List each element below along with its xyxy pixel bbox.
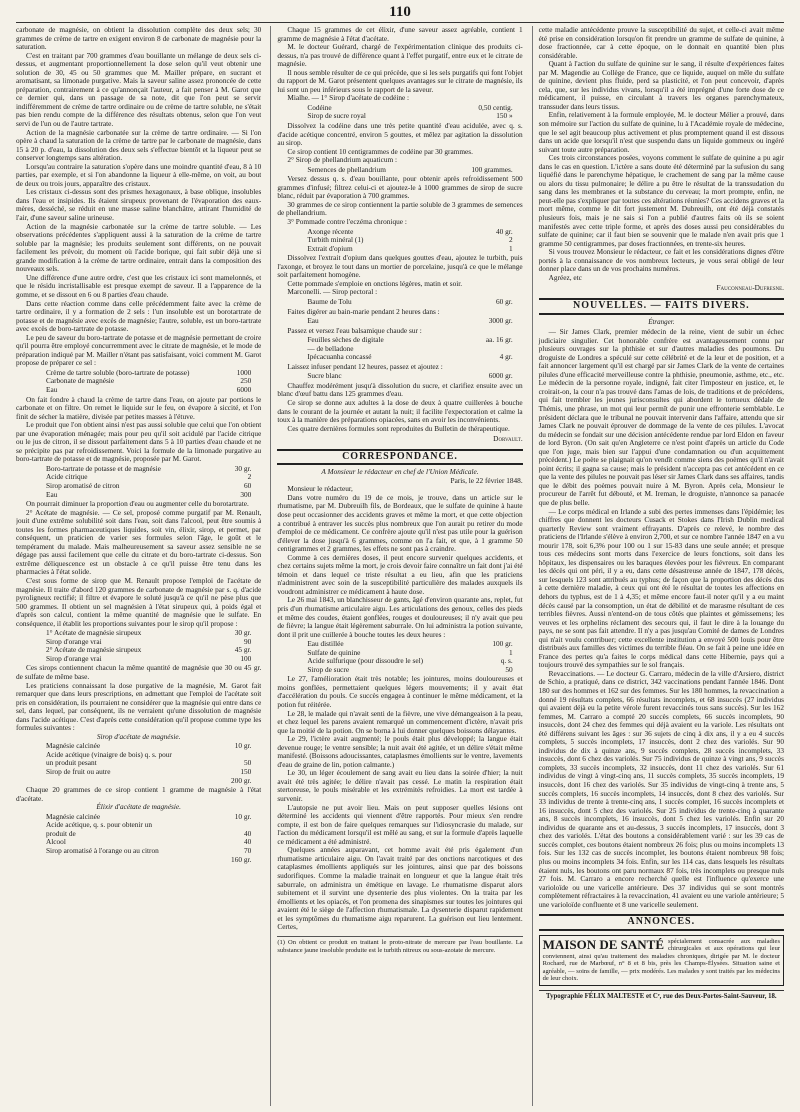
paragraph: Le 28, le malade qui n'avait senti de la fièvre, une vive démangeaison à la peau, et chez lequel les parens avaient remarqué un commencement d'ictère, n'avait pris que la moitié de la potion. On se borna à lui donner quelques boissons délayantes. [277, 708, 523, 735]
page-number: 110 [389, 4, 411, 20]
paragraph: 3° Pommade contre l'eczéma chronique : [287, 217, 407, 227]
recipe-line: 2° Acétate de magnésie sirupeux 45 gr. [46, 645, 252, 655]
paragraph: Dissolvez l'extrait d'opium dans quelques gouttes d'eau, ajoutez le turbith, puis l'axonge, et broyez le tout dans un mortier de porcelaine, jusqu'à ce que le mélange soit parfaitement homogène. [277, 253, 523, 280]
recipe-list [307, 640, 522, 674]
recipe-line: Alcool 40 [46, 837, 252, 847]
column-2 [270, 26, 522, 1106]
recipe-list [46, 369, 261, 395]
advertisement-title: MAISON DE SANTÉ [542, 936, 665, 952]
paragraph: 2° Sirop de phellandrium aquaticum : [287, 155, 398, 165]
recipe-line: Carbonate de magnésie 250 [46, 376, 252, 386]
paragraph: Ce sirop contient 10 centigrammes de codéine par 30 grammes. [287, 146, 473, 156]
paragraph: Action de la magnésie carbonatée sur la crème de tartre soluble. — Les observations précédentes s'appliquent aussi à la saturation de la crème de tartre soluble par la magnésie; les produits seulement sont différents, on ne pouvait facilement les prévoir, du moment où l'acide borique, qui fait subir déjà une si grande modification à la crème de tartre ordinaire, entrait dans la composition des nouveaux sels. [16, 221, 262, 274]
paragraph: Lorsqu'au contraire la saturation s'opère dans une moindre quantité d'eau, 8 à 10 parties, par exemple, et si l'on abandonne la liqueur à elle-même, on voit, au bout de deux ou trois jours, apparaître des cristaux. [16, 161, 262, 188]
paragraph: carbonate de magnésie, on obtient la dissolution complète des deux sels; 30 grammes de crème de tartre en exigent environ 8 de carbonate de magnésie pour la saturation. [16, 26, 262, 52]
letter-address: A Monsieur le rédacteur en chef de l'Union Médicale. [321, 467, 479, 477]
paragraph: Le 27, l'amélioration était très notable; les jointures, moins douloureuses et moins gonflées, permettaient quelques légers mouvements; il y avait état d'accélération du pouls. Ce succès engagea à continuer le même médicament, et la potion fut réitérée. [277, 674, 523, 710]
recipe-line: Acide acétique, q. s. pour obtenir un [46, 820, 152, 830]
recipe-list [307, 166, 522, 175]
recipe-line: Sirop de sucre 50 [307, 664, 513, 674]
recipe-line: — de belladone [307, 343, 354, 353]
columns [16, 26, 784, 1106]
recipe-heading: Élixir d'acétate de magnésie. [96, 802, 181, 812]
paragraph: Quant à l'action du sulfate de quinine sur le sang, il résulte d'expériences faites par M. Magendie au Collège de France, que ce liquide, auquel on mêle du sulfate de quinine, devient plus fluide, perd sa plasticité, et l'on peut concevoir, d'après cela, que, sur les individus vivans, lorsqu'il a été imprégné d'une forte dose de ce médicament, il puisse, en circulant à travers les organes parenchymateux, transsuder dans leurs tissus. [538, 59, 784, 111]
paragraph: M. le docteur Guérard, chargé de l'expérimentation clinique des produits ci-dessus, n'a pas trouvé de différence quant à l'effet purgatif, entre eux et le citrate de magnésie. [277, 42, 523, 69]
recipe-line: Crème de tartre soluble (boro-tartrate de potasse) 1000 [46, 367, 252, 377]
recipe-line: Sirop d'orange vrai 100 [46, 653, 252, 663]
paragraph: Laissez infuser pendant 12 heures, passez et ajoutez : [287, 361, 443, 371]
paragraph: Dissolvez la codéine dans une très petite quantité d'eau acidulée, avec q. s. d'acide acétique concentré, environ 5 gouttes, et mêlez par agitation la dissolution au sirop. [277, 121, 523, 148]
paragraph: Agréez, etc [548, 272, 582, 282]
recipe-list [46, 629, 261, 663]
paragraph: C'est en traitant par 700 grammes d'eau bouillante un mélange de deux sels ci-dessus, et augmentant proportionnellement la dose selon qu'il veut obtenir une solution de 30, 45 ou 50 grammes que M. Mailler prépare, en sucrant et aromatisant, sa limonade purgative. Mais la saveur saline assez prononcée de cette préparation, contrairement à ce qu'annonçait l'auteur, a fait penser à M. Garot que ce dernier qui, dans un passage de sa note, dit que l'on peut se servir indifféremment de crème de tartre ordinaire ou de crème de tartre soluble, ne s'était pas bien rendu compte de la différence des résultats obtenus, selon que l'on veut servi de l'un ou de l'autre tartrate. [16, 50, 262, 129]
footnote: (1) On obtient ce produit en traitant le proto-nitrate de mercure par l'eau bouillante. La substance jaune insoluble produite est le turbith nitreux ou sous-azotate de mercure. [277, 936, 522, 956]
recipe-heading: Sirop d'acétate de magnésie. [96, 731, 181, 741]
recipe-line: Acide acétique (vinaigre de bois) q. s. pour [46, 749, 172, 759]
paragraph: Ces trois circonstances posées, voyons comment le sulfate de quinine a pu agir dans le cas en question. L'ictère a sans doute été déterminé par la sufusion du sang liquéfié dans le parenchyme hépatique, le crachement de sang par la même cause ou alors du tissu pulmonaire; le délire a pu être le résultat de la transsudation du sang dans les membranes et la substance du cerveau; la mort prompte, enfin, ne peut-elle pas s'expliquer par toutes ces altérations réunies? Ces accidens graves et la mort même, comme le dit fort justement M. Dubreuilh, ont été déjà constatés plusieurs fois, mais je ne sais si l'on a publié d'autres faits où ils se soient manifestés avec cette triple forme, et après des doses aussi peu considérables du sulfate de quinine; car il faut bien se souvenir que le malade n'en avait pris que 1 gramme 50 centigrammes, par doses fractionnées, en trente-six heures. [538, 153, 784, 248]
paragraph: On pourrait diminuer la proportion d'eau ou augmenter celle du borotartrate. [26, 499, 249, 509]
paragraph: Le 29, l'ictère avait augmenté; le pouls était plus développé; la langue était devenue rouge; le ventre sensible; la nuit avait été agitée, et un délire s'était même manifesté. (Boissons adoucissantes, cataplasmes émollients sur le ventre, lavements d'eau de graine de lin, potion calmante.) [277, 734, 523, 769]
advertisement [539, 935, 784, 986]
top-rule [16, 22, 784, 23]
paragraph: Versez dessus q. s. d'eau bouillante, pour obtenir après refroidissement 500 grammes d'infusé; filtrez celui-ci et ajoutez-le à 1000 grammes de sirop de sucre blanc, réduit par évaporation à 700 grammes. [277, 174, 523, 201]
paragraph: Revaccinations. — Le docteur G. Carraro, médecin de la ville d'Arsiero, district de Schio, a pratiqué, dans ce district, 342 vaccinations pendant l'année 1846. Dont 180 sur des hommes et 162 sur des femmes. Sur les 180 hommes, la revaccination a donné 19 résultats complets, 66 résultats incomplets, et 68 insuccès (27 individus qui avaient déjà eu la petite vérole furent revaccinés tous sans succès). Sur les 162 femmes, M. Carraro a compté 20 succès complets, 66 succès incomplets, 90 insuccès, dont 24 chez des femmes qui déjà avaient eu la variole. Les résultats ont été différens suivant les âges : sur 36 sujets de cinq à dix ans, il y a eu 4 succès complets, 5 succès incomplets, 17 insuccès, dont 2 chez des variolés. Sur 90 individus de dix à quinze ans, 9 succès complets, 28 succès incomplets, 33 insuccès, dont 6 chez des variolés. Sur 75 individus de quinze à vingt ans, 9 succès complets, 33 succès incomplets, 32 insuccès, dont 11 chez des variolés. Sur 61 individus de vingt à vingt-cinq ans, 11 succès complets, 35 succès incomplets, 19 insuccès, dont 16 chez des variolés. Sur 35 individus de vingt-cinq à trente ans, 5 succès complets, 16 succès incomplets, 14 insuccès, dont 8 chez des variolés. Sur 33 individus de trente à trente-cinq ans, 1 succès complet, 16 succès incomplets et 16 insuccès, dont 5 chez des variolés. Sur 25 individus de trente-cinq à quarante ans, 8 succès incomplets, 16 insuccès, dont 5 chez les variolés. Enfin sur 20 individus de quarante ans et au-dessus, 3 succès incomplets, 17 insuccès, dont 3 chez des variolés. L'état des boutons a considérablement varié : sur les 39 cas de succès complet, ces boutons étaient nombreux 26 fois; plus ou moins incomplets 13 fois. Sur les 132 cas de succès incomplet, les boutons étaient nombreux 98 fois; plus ou moins incomplets 34 fois. Enfin, sur les 114 cas, dans lesquels les résultats étaient nuls, les boutons ont paru normaux 87 fois, très incomplets ou presque nuls 27 fois. M. Carraro a encore recherché quelle est l'influence qu'exerce une varioloïde ou une varicelle antérieure. Des 37 individus qui se sont montrés complètement réfractaires à la revaccination, 41 avaient eu une variole antérieure; 5 une varioloïde confluente et 8 une varicelle seulement. [538, 668, 784, 909]
section-heading: NOUVELLES. — FAITS DIVERS. [539, 298, 784, 315]
recipe-list [307, 317, 522, 326]
recipe-total: 160 gr. [231, 854, 252, 864]
recipe-line: Baume de Tolu 60 gr. [307, 296, 513, 306]
recipe-line: Axonge récente 40 gr. [307, 226, 513, 236]
recipe-line: Acide citrique 2 [46, 472, 252, 482]
recipe-list [46, 465, 261, 499]
recipe-line: Eau 3000 gr. [307, 316, 513, 326]
recipe-line: Feuilles sèches de digitale aa. 16 gr. [307, 335, 513, 345]
paragraph: Mialhe. — 1° Sirop d'acétate de codéine : [287, 93, 410, 103]
recipe-list [307, 104, 522, 121]
recipe-line: Semences de phellandrium 100 grammes. [307, 164, 513, 174]
author-signature: Fauconneau-Dufresne. [716, 283, 784, 293]
letter-salutation: Monsieur le rédacteur, [287, 484, 353, 494]
recipe-list [307, 336, 522, 362]
paragraph: Chaque 15 grammes de cet élixir, d'une saveur assez agréable, contient 1 gramme de magnésie à l'état d'acétate. [277, 26, 523, 43]
paragraph: Chaque 20 grammes de ce sirop contient 1 gramme de magnésie à l'état d'acétate. [16, 785, 262, 803]
paragraph: Cette pommade s'emploie en onctions légères, matin et soir. [287, 278, 463, 288]
paragraph: Quelques années auparavant, cet homme avait été pris également d'un rhumatisme articulaire aigu. On l'avait traité par des onctions narcotiques et des cataplasmes émollients appliqués sur les jointures, ainsi que par des boissons sudorifiques. Comme la maladie trainait en longueur et que la langue était très saburrale, on administra un émétique en lavage. Le rhumatisme disparut alors subitement et il survint une dysenterie des plus violentes. On la traita par les émollients et les opiacés, et l'on promena des sinapismes sur toutes les jointures qui avaient été le siège de l'affection rhumatismale. La dysenterie disparut rapidement et les symptômes du rhumatisme aigu reparurent. La guérison eut lieu lentement. Certes, [277, 845, 523, 932]
paragraph: — Sir James Clark, premier médecin de la reine, vient de subir un échec judiciaire singulier. Cet honorable confrère est avantageusement connu par plusieurs ouvrages sur la phthisie et sur d'autres maladies des poumons. Du droguiste de Londres a spéculé sur cette célébrité et de la leur et de position, et a fait annoncer largement qu'il est chargé par sir James Clark de la vente de certaines pilules d'une efficacité merveilleuse contre la phthisie, pneumonie, asthme, etc., etc. Le médecin de la personne royale, indigné, fait citer l'imposteur en justice, et, le croirait-on, la cour n'a pas trouvé dans l'amas de lois, de traditions et de précédens, qui fait trembler les jeunes jurisconsultes qui abordent le tortueux dédale de Thémis, une phrase, un mot qui leur permît de punir une effronterie semblable. Le président déclara que le tribunal ne pouvait intervenir dans l'affaire, attendu que sir James Clark ne pouvait éprouver de dommage de la vente de ces pilules. L'avocat du médecin se fondait sur une décision antécédente rendue par lord Eldon en faveur de lord Byron. (On sait qu'en Angleterre ce n'est point d'après un article du Code que l'on juge, mais bien sur l'appui d'une condamnation ou d'un acquittement précédent.) Le poète se plaignait qu'on vendît comme siens des poèmes qu'il n'avait point écrits; il gagna sa cause; mais le président n'accepta pas cet antécédent en ce que la vente des pilules ne pouvait pas léser sir James Clark dans ses affaires, tandis que le débit des poèmes pouvait nuire à M. Byron. Après cela, Monsieur le procureur de l'arrêt fut débouté, et M. Ireman, le droguiste, n'annonce sa panacée que de plus belle. [538, 327, 784, 507]
paragraph: Le 30, un léger écoulement de sang avait eu lieu dans la soirée d'hier; la nuit avait été très agitée; le délire n'avait pas cessé. Le matin la respiration était stertoreuse, le pouls misérable et les extrémités refroidies. La mort est tardée à survenir. [277, 768, 523, 804]
recipe-line: Eau 300 [46, 489, 252, 499]
recipe-line: Sirop aromatisé de citron 60 [46, 480, 252, 490]
recipe-line: Codéine 0,50 centig. [307, 102, 513, 112]
paragraph: Ce sirop se donne aux adultes à la dose de deux à quatre cuillerées à bouche dans le courant de la journée et autant la nuit; il facilite l'expectoration et calme la toux à la manière des préparations opiacées, sans en avoir les inconvénients. [277, 397, 523, 425]
recipe-line: Eau distillée 100 gr. [307, 639, 513, 649]
recipe-line: un produit pesant 50 [46, 758, 252, 768]
paragraph: — Le corps médical en Irlande a subi des pertes immenses dans l'épidémie; les chiffres que donnent les docteurs Cusack et Stokes dans l'Irish Dublin medical quarterly Review sont vraiment effrayants. D'après ce relevé, le nombre des praticiens de l'Irlande s'élève à environ 2,700, et sur ce nombre l'année 1847 en a vu mourir 178, soit 6,3% pour 100 ou 1 sur 15-83 dans une seule année; et presque tous ces médecins sont morts dans l'exercice de leurs fonctions, soit dans les hôpitaux, les dispensaires ou les baraques élevées pour les fiévreux. En comparant les décès qui ont péri, il y a eu, dans cette désastreuse année de 1847, 178 décès, sur lesquels 123 sont attribués au typhus; de façon que la proportion des décès dus à cette dernière maladie, à ceux qui ont été le résultat de toutes les affections en dehors du typhus, est de 1 à 4,35; et même encore faut-il noter qu'il y a eu maint décès causé par la consomption, un état de débilité et de marasme résultant de ces terribles fièvres. Aussi n'entend-on de tous côtés que plaintes et gémissemens; les veuves et les orphelins réclament des secours qui, il faut le dire à la louange du pays, ne se sont pas fait attendre. Il n'y a pas jusqu'au Comité de dames de Londres qui n'ait voulu contribuer; cette excellente institution a envoyé 500 louis pour être distribués aux familles des victimes du terrible fléau. On se fait à peine une idée en France des pertes qu'a faites le corps médical dans cette Hibernie, pays qui a toujours trouvé des sympathies sur le sol français. [538, 506, 784, 670]
printer-imprint: Typographie FÉLIX MALTESTE et Cᵉ, rue des Deux-Portes-Saint-Sauveur, 18. [539, 990, 784, 1002]
recipe-list [307, 228, 522, 254]
paragraph: Il nous semble résulter de ce qui précède, que si les sels purgatifs qui font l'objet du rapport de M. Garot présentent quelques avantages sur le citrate de magnésie, ils lui sont un peu inférieurs sous le rapport de la saveur. [277, 67, 523, 94]
annonces-heading: ANNONCES. [539, 914, 784, 931]
paragraph: Ces sirops contiennent chacun la même quantité de magnésie que 30 ou 45 gr. de sulfate de même base. [16, 663, 262, 682]
recipe-line: produit de 40 [46, 828, 252, 838]
paragraph: L'autopsie ne put avoir lieu. Mais on peut supposer quelles lésions ont déterminé les accidents qui viennent d'être rapportés. Pour mieux s'en rendre compte, il est bon de faire quelques remarques sur l'idiosyncrasie du malade, sur l'action du médicament lorsqu'il est mêlé au sang, et sur la formule d'après laquelle ce médicament a été administré. [277, 802, 523, 846]
recipe-list [46, 742, 261, 785]
recipe-line: Magnésie calcinée 10 gr. [46, 811, 252, 821]
paragraph: Le produit que l'on obtient ainsi n'est pas aussi soluble que celui que l'on obtient par une évaporation ménagée; mais pour peu qu'il soit acidulé par l'acide citrique ou le jus de citron, il se dissout parfaitement dans 5 à 10 parties d'eau chaude et ne se précipite pas par refroidissement. Voici la formule de la limonade purgative au boro-tartrate de potasse et de magnésie, proposée par M. Garot. [16, 420, 262, 464]
paragraph: Chauffez modérément jusqu'à dissolution du sucre, et clarifiez ensuite avec un blanc d'œuf battu dans 125 grammes d'eau. [277, 380, 523, 399]
paragraph: Le peu de saveur du boro-tartrate de potasse et de magnésie permettant de croire qu'il pourra être employé concurremment avec le citrate de magnésie, et le mode de préparation indiqué par M. Mailler n'étant pas satisfaisant, voici comment M. Garot propose de préparer ce sel : [16, 332, 262, 368]
paragraph: Enfin, relativement à la formule employée, M. le docteur Mélier a prouvé, dans son mémoire sur l'action du sulfate de quinine, lu à l'Académie royale de médecine, que le sel agit beaucoup plus activement et plus promptement quand il est dissous dans un acide que lorsqu'il n'est que suspendu dans un liquide gommeux ou ingéré suivant toute autre préparation. [538, 110, 784, 154]
paragraph: Les cristaux ci-dessus sont des prismes hexagonaux, à base oblique, insolubles dans l'eau et insipides. Ils étaient sirupeux provenant de l'évaporation des eaux-mères, desséché, se réduit en une masse saline blanchâtre, attirant l'humidité de l'air, d'une saveur saline urineuse. [16, 187, 262, 223]
section-subheading: Étranger. [648, 317, 675, 326]
paragraph: Passez et versez l'eau balsamique chaude sur : [287, 325, 422, 335]
recipe-line: Sucre blanc 6000 gr. [307, 371, 513, 381]
recipe-line: Acide sulfurique (pour dissoudre le sel) q. s. [307, 656, 513, 666]
paragraph: Les praticiens connaissant la dose purgative de la magnésie, M. Garot fait remarquer que dans leurs prescriptions, en admettant que l'emploi de l'acétate soit pris en considération, ils pourraient ne considérer que la magnésie qui entre dans ce sel, dans lequel, par conséquent, ils ne verraient qu'une dissolution de magnésie dans l'acide acétique. C'est d'après cette considération qu'il propose comme type les formules suivantes : [16, 680, 262, 733]
paragraph: Comme à ces dernières doses, il peut encore survenir quelques accidents, et chez certains sujets même la mort, je crois devoir faire connaître un fait dont j'ai été témoin et dans lequel ce triste résultat a eu lieu, afin que les praticiens n'administrent avec soin de la susceptibilité particulière des malades auxquels ils voudront administrer ce médicament à haute dose. [277, 552, 523, 596]
paragraph: Une différence d'une autre ordre, c'est que les cristaux ici sont mamelonnés, et que le résidu incristallisable est presque exempt de saveur. Il a l'apparence de la gomme, et se dissout en 6 ou 8 parties d'eau chaude. [16, 272, 262, 299]
recipe-line: Sulfate de quinine 1 [307, 647, 513, 657]
paragraph: Marconelli. — Sirop pectoral : [287, 287, 378, 297]
author-signature: Dorvault. [493, 434, 523, 444]
paragraph: Le 26 mai 1843, un blanchisseur de gants, âgé d'environ quarante ans, replet, fut pris d'un rhumatisme articulaire aigu. Les articulations des genoux, celles des pieds et même des coudes, étaient gonflées, rouges et douloureuses; il n'y avait que peu de fièvre; la langue était légèrement saburrale. On lui administra la potion suivante, dont il prit une cuillerée à bouche toutes les deux heures : [277, 595, 523, 639]
paragraph: cette maladie antécédente prouve la susceptibilité du sujet, et celle-ci avait même été prise en considération lorsqu'on fit prendre un gramme de sulfate de quinine, à dose fractionnée, car à cette époque, on le donnait en quantité bien plus considérable. [538, 26, 784, 60]
paragraph: Dans cette réaction comme dans celle précédemment faite avec la crème de tartre ordinaire, il y a formation de 2 sels : l'un insoluble est un borotartrate de potasse et de magnésie avec excès de magnésie; l'autre, soluble, est un boro-tartrate avec excès de boro-tartrate de potasse. [16, 298, 262, 334]
paragraph: 2° Acétate de magnésie. — Ce sel, proposé comme purgatif par M. Renault, jouit d'une extrême solubilité soit dans l'eau, soit dans l'alcool, peut être soumis à toutes les formes pharmaceutiques liquides, soit vin, élixir, sirop, et permet, par conséquent, un praticien de varier ses formules selon l'âge, le goût et le tempérament du malade. Mais malheureusement sa saveur assez sensible ne se dégage pas aussi facilement que celle du citrate et du boro-tartrate ci-dessus. Son extrême déliquescence est un obstacle à ce qu'il puisse être tenu dans les pharmacies à l'état solide. [16, 507, 262, 577]
paragraph: Ces quatre dernières formules sont reproduites du Bulletin de thérapeutique. [287, 423, 510, 433]
recipe-line: Eau 6000 [46, 384, 252, 394]
recipe-list [307, 372, 522, 381]
paragraph: C'est sous forme de sirop que M. Renault propose l'emploi de l'acétate de magnésie. Il traite d'abord 120 grammes de carbonate de magnésie par s. q. d'acide pyroligneux rectifié; il filtre et évapore le soluté jusqu'à ce qu'il ne pèse plus que 500 grammes. Il obtient un sel magnésien à l'état sirupeux qui, à poids égal et d'après son calcul, contient la même quantité de magnésie que le sulfate. En conséquence, il établit les proportions suivantes pour le sirop qu'il propose : [16, 576, 262, 628]
paragraph: 30 grammes de ce sirop contiennent la partie soluble de 3 grammes de semences de phellandrium. [277, 199, 523, 218]
recipe-line: Sirop d'orange vrai 90 [46, 636, 252, 646]
recipe-line: Sirop aromatisé à l'orange ou au citron 70 [46, 845, 252, 855]
recipe-line: Magnésie calcinée 10 gr. [46, 741, 252, 751]
recipe-list [307, 298, 522, 307]
recipe-line: Boro-tartrate de potasse et de magnésie 30 gr. [46, 463, 252, 473]
column-3 [532, 26, 784, 1106]
paragraph: Faites digérer au bain-marie pendant 2 heures dans : [287, 306, 440, 316]
recipe-line: 1° Acétate de magnésie sirupeux 30 gr. [46, 628, 252, 638]
recipe-list [46, 813, 261, 864]
recipe-line: Sirop de sucre royal 150 » [307, 111, 513, 121]
letter-date: Paris, le 22 février 1848. [450, 475, 523, 485]
recipe-line: Sirop de fruit ou autre 150 [46, 767, 252, 777]
paragraph: Si vous trouvez Monsieur le rédacteur, ce fait et les considérations dignes d'être portés à la connaissance de vos nombreux lecteurs, je vous serai obligé de leur donner place dans un de vos prochains numéros. [538, 247, 784, 274]
paragraph: On fait fondre à chaud la crème de tartre dans l'eau, on ajoute par portions le carbonate et on filtre. On remet le liquide sur le feu, on évapore à siccité, et l'on finit de sécher la matière, divisée par petites masses à l'étuve. [16, 394, 262, 421]
recipe-line: Turbith minéral (1) 2 [307, 235, 513, 245]
recipe-line: Ipécacuanha concassé 4 gr. [307, 352, 513, 362]
advertisement-text: spécialement consacrée aux maladies chirurgicales et aux opérations qui leur conviennent, ainsi qu'au traitement des maladies chroniques, dirigée par M. le docteur Rochard, rue de Marbœuf, n° 8 et 8 bis, près les Champs-Élysées. Situation saine et agréable, — soins de famille, — prix modérés. Les malades y sont traités par les médecins de leur choix. [542, 937, 780, 983]
paragraph: Dans votre numéro du 19 de ce mois, je trouve, dans un article sur le rhumatisme, par M. Dubreuilh fils, de Bordeaux, que le sulfate de quinine à haute dose peut occasionner des accidents graves et même la mort, et que cette objection a contribué à entraver les succès plus nombreux que l'on aurait pu retirer du mode d'emploi de ce médicament. Ce confrère ajoute qu'il n'est pas utile pour la guérison d'élever la dose jusqu'à 6 grammes, comme on l'a fait, et que, à 1 gramme 50 centigrammes et 2 grammes, les effets ne sont pas à craindre. [277, 492, 523, 554]
column-1 [16, 26, 261, 1106]
recipe-line: Extrait d'opium 1 [307, 243, 513, 253]
recipe-total: 200 gr. [231, 775, 252, 785]
paragraph: Action de la magnésie carbonatée sur la crème de tartre ordinaire. — Si l'on opère à chaud la saturation de la crème de tartre par le carbonate de magnésie, dans 15 à 20 p. d'eau, la dissolution des deux sels s'effectue bientôt et la liqueur peut se conserver longtemps sans altération. [16, 127, 262, 163]
section-heading: CORRESPONDANCE. [277, 449, 522, 466]
